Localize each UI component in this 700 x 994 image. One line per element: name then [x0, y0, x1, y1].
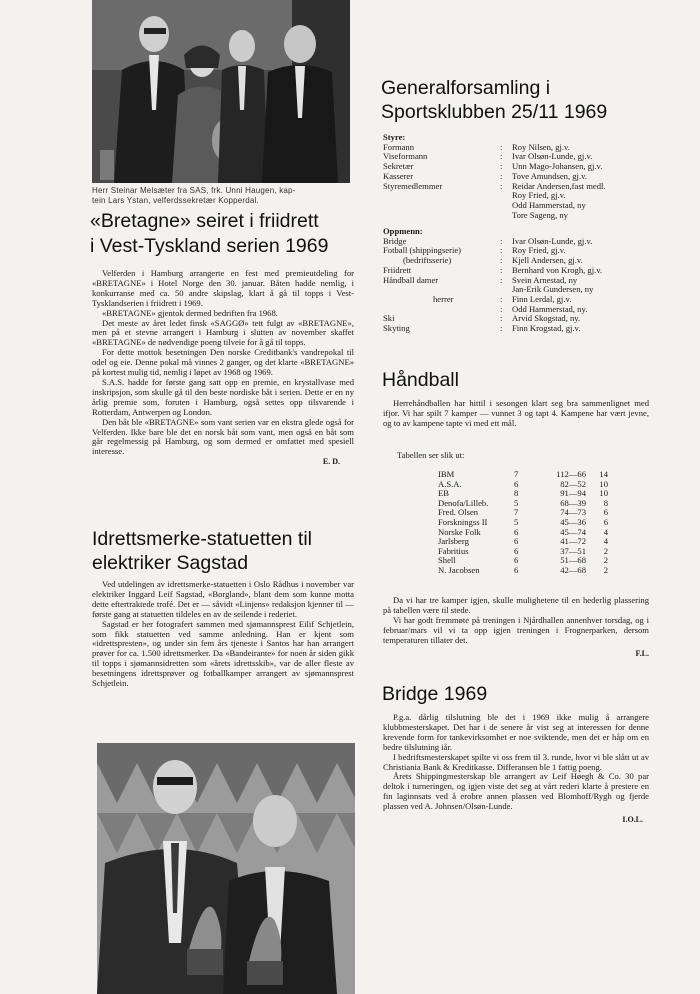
- league-points: 6: [603, 507, 608, 518]
- league-team: IBM: [438, 469, 455, 479]
- styre-name: Tove Amundsen, gj.v.: [512, 170, 587, 181]
- colon: :: [500, 274, 503, 285]
- styre-list: [383, 133, 683, 220]
- styre-role: Sekretær: [383, 161, 414, 172]
- league-played: 6: [514, 478, 519, 489]
- league-played: 6: [514, 526, 519, 537]
- league-goals: 41—72: [560, 536, 586, 547]
- league-points: 4: [603, 526, 608, 537]
- bretagne-title-line-1: «Bretagne» seiret i friidrett: [90, 210, 319, 232]
- styre-role: [383, 201, 500, 211]
- league-points: 6: [603, 516, 608, 527]
- league-team: Forskningss II: [438, 516, 488, 527]
- oppmenn-role: Bridge: [383, 235, 407, 246]
- bridge-headline: Bridge 1969: [382, 683, 488, 705]
- top-photo-caption: Herr Steinar Melsæter fra SAS, frk. Unni Haugen, kap- tein Lars Ystan, velferdssekretær Kopperdal.: [92, 186, 296, 205]
- oppmenn-role: Fotball (shippingserie): [383, 245, 462, 256]
- styre-name: Ivar Olsøn-Lunde, gj.v.: [512, 151, 593, 162]
- idretts-body: [92, 580, 354, 689]
- idretts-headline: [92, 527, 362, 575]
- styre-name: Reidar Andersen,fast medl.: [512, 180, 606, 191]
- colon: :: [500, 170, 503, 181]
- general-meeting-title-line-2: Sportsklubben 25/11 1969: [381, 101, 608, 123]
- oppmenn-name: Kjell Andersen, gj.v.: [512, 255, 583, 266]
- league-team: Fabritius: [438, 545, 469, 556]
- handball-signature: F.L.: [635, 648, 649, 658]
- bretagne-headline: [90, 209, 362, 259]
- styre-row: [383, 211, 683, 221]
- styre-role: Viseformann: [383, 151, 428, 162]
- league-goals: 68—39: [560, 497, 586, 508]
- handball-intro: [383, 399, 649, 429]
- bretagne-paragraph: «BRETAGNE» gjentok dermed bedriften fra 1968.: [102, 307, 278, 318]
- trophy-photo-graphic: [97, 743, 355, 994]
- general-meeting-title-line-1: Generalforsamling i: [381, 77, 551, 99]
- league-points: 10: [599, 478, 608, 489]
- league-goals: 91—94: [560, 488, 586, 499]
- league-played: 8: [514, 488, 519, 499]
- people-photo-graphic: [92, 0, 350, 183]
- league-played: 6: [514, 536, 519, 547]
- league-played: 7: [514, 507, 519, 518]
- league-goals: 45—36: [560, 516, 586, 527]
- colon: :: [500, 255, 503, 266]
- colon: :: [500, 313, 503, 324]
- colon: :: [500, 151, 503, 162]
- styre-name: Roy Fried, gj.v.: [512, 190, 566, 201]
- league-team: Norske Folk: [438, 526, 481, 537]
- handball-intro-paragraph: Herrehåndballen har hittil i sesongen klart seg bra sammenlignet med ifjor. Vi har spilt 7 kamper — vunnet 3 og tapt 4. Kampene har vært jevne, og to av kampene tapte vi med ett mål.: [383, 398, 649, 428]
- bridge-signature: I.O.L.: [622, 815, 643, 825]
- league-team: Fred. Olsen: [438, 507, 479, 518]
- bretagne-body: [92, 269, 354, 467]
- oppmenn-role: herrer: [433, 293, 454, 304]
- styre-name: Roy Nilsen, gj.v.: [512, 141, 570, 152]
- handball-outro-paragraph: Da vi har tre kamper igjen, skulle mulighetene til en hederlig plassering på tabellen være til stede.: [383, 595, 649, 615]
- styre-role: Styremedlemmer: [383, 180, 443, 191]
- league-points: 4: [603, 536, 608, 547]
- bretagne-paragraph: Den båt ble «BRETAGNE» som vant serien var en ekstra glede også for Velferden. Ikke bare ble det en norsk båt som vant, men også en båt som går regelmessig på Hamburg, og som dermed er omfattet med spesiell interesse.: [92, 416, 354, 457]
- bretagne-title-line-2: i Vest-Tyskland serien 1969: [90, 235, 329, 257]
- styre-name: Unn Mago-Johansen, gj.v.: [512, 161, 603, 172]
- bridge-paragraph: Årets Shippingmesterskap ble arrangert av Leif Høegh & Co. 30 par deltok i turneringen, og igjen viste det seg at vårt rederi klarte å prestere en fin laginnsats ved å erobre annen plassen ved Blomhoff/Rygh og fjerde plassen ved A. Johnsen/Olsøn-Lunde.: [383, 771, 649, 812]
- oppmenn-name: Odd Hammerstad, ny.: [512, 303, 588, 314]
- styre-role: Formann: [383, 141, 415, 152]
- colon: :: [500, 323, 503, 334]
- oppmenn-name: Arvid Skogstad, ny.: [512, 313, 581, 324]
- colon: :: [500, 303, 503, 314]
- oppmenn-role: Skyting: [383, 323, 410, 334]
- oppmenn-name: Finn Krogstad, gj.v.: [512, 323, 581, 334]
- league-goals: 74—73: [560, 507, 586, 518]
- handball-table-intro: Tabellen ser slik ut:: [397, 450, 465, 460]
- league-table: [438, 470, 612, 576]
- oppmenn-heading: Oppmenn:: [383, 226, 423, 236]
- colon: :: [500, 161, 503, 172]
- handball-outro-paragraph: Vi har godt fremmøte på treningen i Njårdhallen annenhver torsdag, og i februar/mars vil vi ta opp igjen treningen i Frognerparken, dersom temperaturen tillater det.: [383, 614, 649, 645]
- oppmenn-list: [383, 227, 683, 334]
- league-team: EB: [438, 488, 449, 499]
- idretts-paragraph: Sagstad er her fotografert sammen med sjømannsprest Eilif Schjetlein, som fikk statuetten ved samme anledning. Han er kjent som «idrettspresten», og under sin fem års tjeneste i Santos har han arrangert prøver for ca. 1.500 idrettsmerker. Da «Bandeirante» for noen år siden gikk til topps i sjømannsidretten som «årets idrettsskib», var de aller fleste av besetningens idrettsprøver og fotballkamper arrangert av sjømannsprest Schjetlein.: [92, 618, 354, 689]
- bretagne-paragraph: S.A.S. hadde for første gang satt opp en premie, en krystallvase med inskripsjon, som skulle gå til den beste nordiske båt i serien. Dette er en ny årlig premie som, foruten i Hamburg, også settes opp tilsvarende i Rotterdam, Antwerpen og London.: [92, 376, 354, 417]
- league-points: 2: [603, 545, 608, 556]
- oppmenn-role: Ski: [383, 313, 395, 324]
- league-points: 2: [603, 564, 608, 575]
- league-points: 8: [603, 497, 608, 508]
- bretagne-paragraph: For dette mottok besetningen Den norske Creditbank's vandrepokal til odel og eie. Denne pokal må vinnes 2 ganger, og det klarte «BRETAGNE» på kortest mulig tid, nemlig i løpet av 1968 og 1969.: [92, 347, 354, 378]
- league-played: 6: [514, 564, 519, 575]
- general-meeting-headline: [381, 76, 681, 124]
- styre-role: [383, 211, 500, 221]
- oppmenn-name: Svein Arnestad, ny: [512, 274, 578, 285]
- league-played: 6: [514, 555, 519, 566]
- bridge-paragraph: I bedriftsmesterskapet spilte vi oss frem til 3. runde, hvor vi ble slått ut av Christiania Bank & Kreditkasse. Differansen ble 1 fattig poeng.: [383, 751, 649, 772]
- idretts-paragraph: Ved utdelingen av idrettsmerke-statuetten i Oslo Rådhus i november var elektriker Inggard Leif Sagstad, «Borgland», blant dem som kunne motta dette eftertraktede trofé. Det er — såvidt «Linjens» redaksjon kjenner til — første gang at statuetten tildeles en av de seilende i rederiet.: [92, 579, 354, 619]
- league-played: 5: [514, 516, 519, 527]
- colon: :: [500, 180, 503, 191]
- oppmenn-role: Friidrett: [383, 264, 412, 275]
- bretagne-paragraph: Det meste av året ledet finsk «SAGGØ» tett fulgt av «BRETAGNE», men på et stevne arrangert i Hamburg i slutten av november skaffet «BRETAGNE» de nødvendige poeng tilveie for å gå til topps.: [92, 317, 354, 348]
- league-played: 6: [514, 545, 519, 556]
- league-team: Jarlsberg: [438, 536, 469, 547]
- league-played: 5: [514, 497, 519, 508]
- colon: :: [500, 245, 503, 256]
- oppmenn-role: Håndball damer: [383, 274, 439, 285]
- handball-headline: Håndball: [382, 369, 459, 391]
- oppmenn-name: Jan-Erik Gundersen, ny: [512, 284, 594, 295]
- bretagne-paragraph: Velferden i Hamburg arrangerte en fest med premieutdeling for «BRETAGNE» i Hotel Norge den 30. januar. Båten hadde nemlig, i konkurranse med ca. 50 andre skipslag, klart å gå til topps i Vest-Tysklandserien i friidrett i 1969.: [92, 268, 354, 308]
- idretts-title-line-2: elektriker Sagstad: [92, 552, 249, 574]
- league-goals: 82—52: [560, 478, 586, 489]
- colon: :: [500, 141, 503, 152]
- styre-heading: Styre:: [383, 132, 406, 142]
- oppmenn-name: Finn Lerdal, gj.v.: [512, 293, 572, 304]
- oppmenn-role: (bedriftsserie): [403, 255, 452, 266]
- league-table-row: [438, 566, 612, 576]
- league-points: 2: [603, 555, 608, 566]
- league-team: N. Jacobsen: [438, 564, 480, 575]
- league-goals: 51—68: [560, 555, 586, 566]
- top-photo: [92, 0, 350, 183]
- colon: :: [500, 264, 503, 275]
- league-goals: 45—74: [560, 526, 586, 537]
- league-goals: 37—51: [560, 545, 586, 556]
- handball-outro: [383, 596, 649, 658]
- bridge-paragraph: P.g.a. dårlig tilslutning ble det i 1969 ikke mulig å arrangere klubbmesterskapet. Det har i de senere år vist seg at interessen for denne krevende form for tankevirksomhet er noe sviktende, men det er håp om en bedre tilslutning iår.: [383, 712, 649, 752]
- styre-name: Tore Sageng, ny: [512, 209, 568, 220]
- bretagne-signature: E. D.: [322, 457, 340, 467]
- bottom-photo: [97, 743, 355, 994]
- league-points: 14: [599, 469, 608, 479]
- league-played: 7: [514, 469, 519, 479]
- colon: :: [500, 235, 503, 246]
- idretts-title-line-1: Idrettsmerke-statuetten til: [92, 528, 313, 550]
- styre-role: Kasserer: [383, 170, 414, 181]
- styre-name: Odd Hammerstad, ny: [512, 199, 586, 210]
- league-goals: 42—68: [560, 564, 586, 575]
- league-team: Shell: [438, 555, 456, 566]
- league-goals: 112—66: [556, 469, 586, 479]
- styre-role: [383, 191, 500, 201]
- colon: :: [500, 293, 503, 304]
- oppmenn-name: Ivar Olsøn-Lunde, gj.v.: [512, 235, 593, 246]
- oppmenn-role: [383, 305, 500, 315]
- oppmenn-name: Roy Fried, gj.v.: [512, 245, 566, 256]
- oppmenn-name: Bernhard von Krogh, gj.v.: [512, 264, 603, 275]
- league-team: Denofa/Lilleb.: [438, 497, 489, 508]
- league-team: A.S.A.: [438, 478, 462, 489]
- bridge-body: [383, 713, 649, 825]
- league-points: 10: [599, 488, 608, 499]
- oppmenn-row: [383, 324, 683, 334]
